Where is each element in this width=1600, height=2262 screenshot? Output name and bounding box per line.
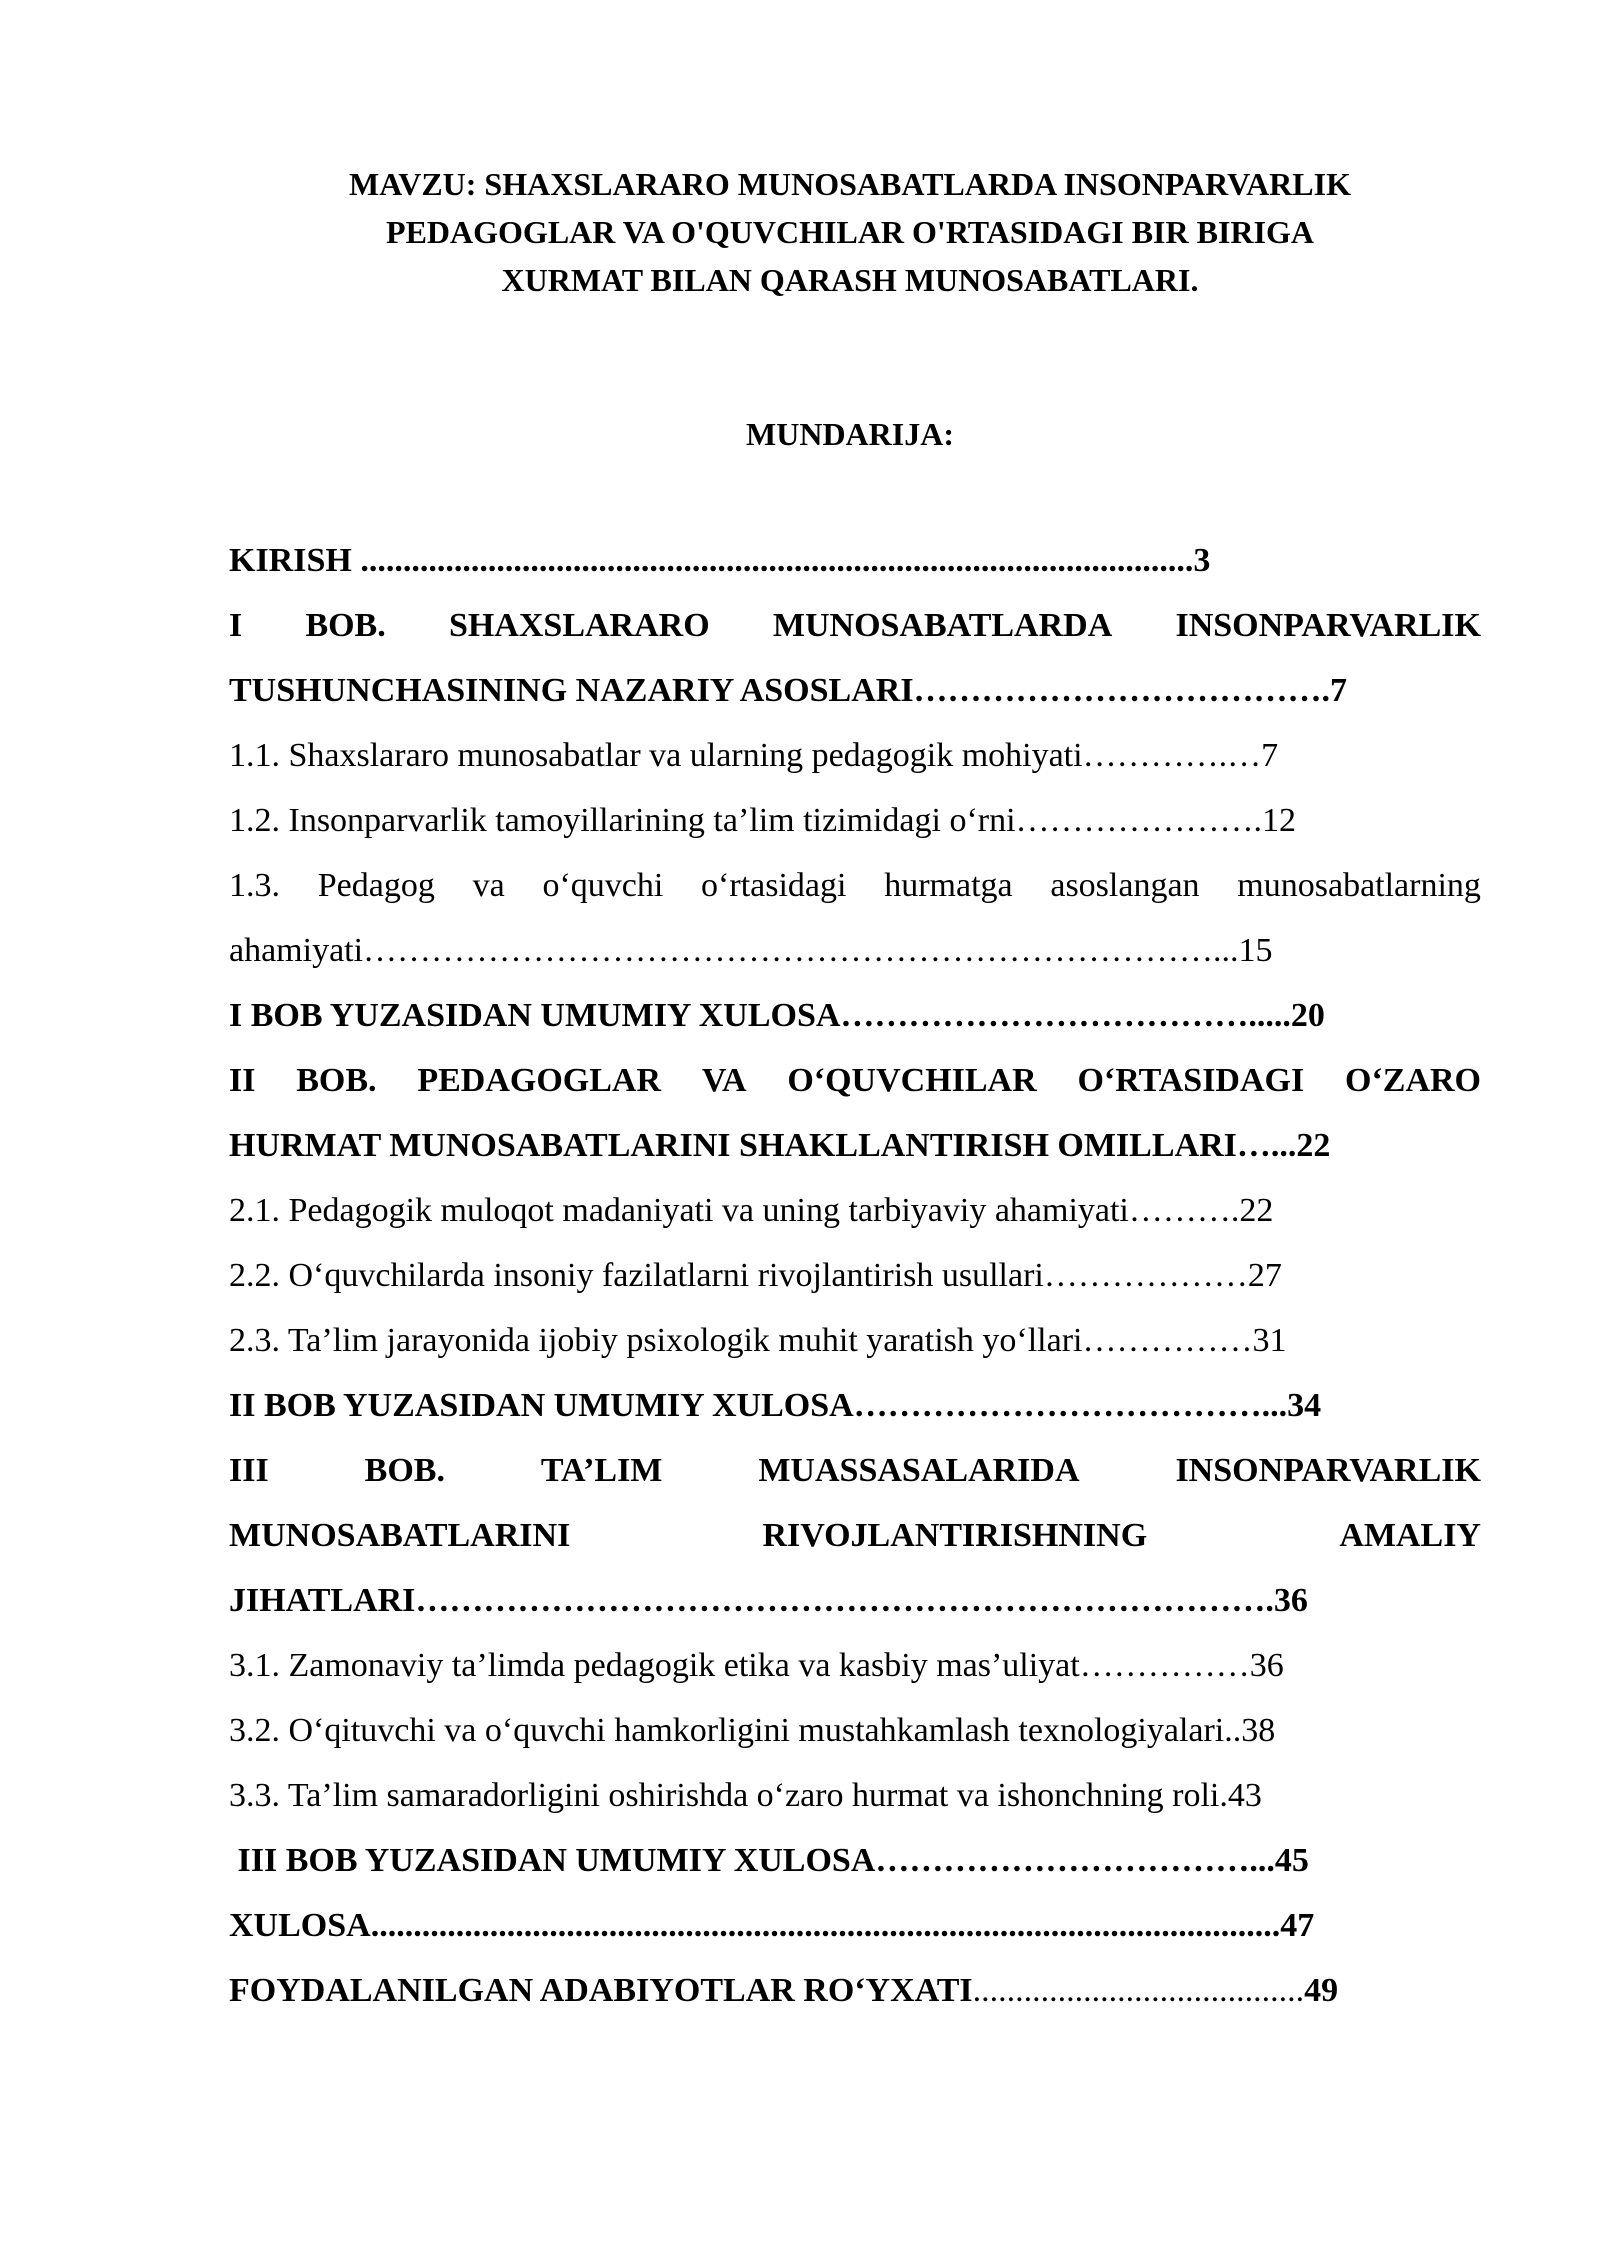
toc-word: asoslangan (1050, 867, 1200, 904)
toc-entry-3-1: 3.1. Zamonaviy ta’limda pedagogik etika va kasbiy mas’uliyat……………36 (229, 1647, 1284, 1684)
toc-word: SHAXSLARARO (448, 607, 710, 644)
toc-word: AMALIY (1339, 1517, 1481, 1554)
toc-entry-xulosa-1: I BOB YUZASIDAN UMUMIY XULOSA……………………………….....20 (229, 997, 1325, 1034)
toc-word: MUNOSABATLARDA (772, 607, 1113, 644)
toc-entry-bob3-line2 (229, 1503, 1481, 1568)
toc-word: II (229, 1062, 256, 1099)
toc-word: o‘rtasidagi (701, 867, 847, 904)
title-line-1: MAVZU: SHAXSLARARO MUNOSABATLARDA INSONPARVARLIK (349, 166, 1351, 202)
toc-entry-bob1-line1 (229, 593, 1481, 658)
toc-entry-xulosa: XULOSA...........................................................................................................47 (229, 1907, 1315, 1944)
toc-entry-1-2: 1.2. Insonparvarlik tamoyillarining ta’lim tizimidagi o‘rni………………….12 (229, 802, 1297, 839)
toc-entry-adabiyotlar-dots: ....................................... (972, 1972, 1305, 2009)
toc-entry-3-3: 3.3. Ta’lim samaradorligini oshirishda o‘zaro hurmat va ishonchning roli.43 (229, 1777, 1262, 1814)
toc-word: O‘ZARO (1345, 1062, 1481, 1099)
toc-entry-2-1: 2.1. Pedagogik muloqot madaniyati va uning tarbiyaviy ahamiyati……….22 (229, 1192, 1274, 1229)
toc-word: III (229, 1452, 269, 1489)
toc-word: TA’LIM (540, 1452, 663, 1489)
document-title (200, 160, 1500, 304)
title-line-3: XURMAT BILAN QARASH MUNOSABATLARI. (501, 262, 1199, 298)
toc-word: I (229, 607, 243, 644)
title-line-2: PEDAGOGLAR VA O'QUVCHILAR O'RTASIDAGI BIR BIRIGA (386, 214, 1314, 250)
toc-entry-1-1: 1.1. Shaxslararo munosabatlar va ularning pedagogik mohiyati………….…7 (229, 737, 1279, 774)
toc-word: PEDAGOGLAR (417, 1062, 662, 1099)
toc-word: VA (701, 1062, 747, 1099)
toc-word: Pedagog (317, 867, 435, 904)
toc-word: BOB. (305, 607, 386, 644)
toc-entry-adabiyotlar (229, 1958, 1481, 2023)
toc-word: INSONPARVARLIK (1175, 607, 1481, 644)
toc-entry-adabiyotlar-title: FOYDALANILGAN ADABIYOTLAR RO‘YXATI (229, 1972, 973, 2009)
toc-word: BOB. (364, 1452, 445, 1489)
table-of-contents (229, 528, 1481, 2023)
toc-entry-bob2-line2: HURMAT MUNOSABATLARINI SHAKLLANTIRISH OMILLARI…...22 (229, 1127, 1331, 1164)
toc-word: O‘RTASIDAGI (1077, 1062, 1305, 1099)
contents-heading: MUNDARIJA: (746, 416, 954, 452)
toc-entry-adabiyotlar-page: 49 (1304, 1972, 1339, 2009)
toc-entry-bob1-line2: TUSHUNCHASINING NAZARIY ASOSLARI……………………………….7 (229, 672, 1348, 709)
toc-entry-2-2: 2.2. O‘quvchilarda insoniy fazilatlarni rivojlantirish usullari………………27 (229, 1257, 1282, 1294)
toc-word: MUNOSABATLARINI (229, 1517, 571, 1554)
toc-word: INSONPARVARLIK (1175, 1452, 1481, 1489)
toc-word: 1.3. (229, 867, 280, 904)
toc-entry-bob3-line3: JIHATLARI………………………………………………………………….36 (229, 1582, 1308, 1619)
toc-word: munosabatlarning (1237, 867, 1481, 904)
toc-word: o‘quvchi (542, 867, 664, 904)
toc-entry-3-2: 3.2. O‘qituvchi va o‘quvchi hamkorligini mustahkamlash texnologiyalari..38 (229, 1712, 1276, 1749)
toc-entry-1-3-line2: ahamiyati…………………………………………………………………...15 (229, 932, 1273, 969)
toc-word: RIVOJLANTIRISHNING (762, 1517, 1148, 1554)
toc-word: BOB. (296, 1062, 377, 1099)
toc-word: hurmatga (884, 867, 1013, 904)
toc-word: O‘QUVCHILAR (787, 1062, 1037, 1099)
toc-entry-kirish: KIRISH ..................................................................................................3 (229, 542, 1211, 579)
toc-entry-bob3-line1 (229, 1438, 1481, 1503)
toc-word: MUASSASALARIDA (758, 1452, 1080, 1489)
toc-entry-2-3: 2.3. Ta’lim jarayonida ijobiy psixologik muhit yaratish yo‘llari……………31 (229, 1322, 1287, 1359)
toc-entry-xulosa-2: II BOB YUZASIDAN UMUMIY XULOSA………………………………...34 (229, 1387, 1322, 1424)
toc-word: va (472, 867, 505, 904)
toc-entry-1-3-line1 (229, 853, 1481, 918)
toc-entry-xulosa-3: III BOB YUZASIDAN UMUMIY XULOSA……………………………...45 (229, 1842, 1309, 1879)
toc-entry-bob2-line1 (229, 1048, 1481, 1113)
